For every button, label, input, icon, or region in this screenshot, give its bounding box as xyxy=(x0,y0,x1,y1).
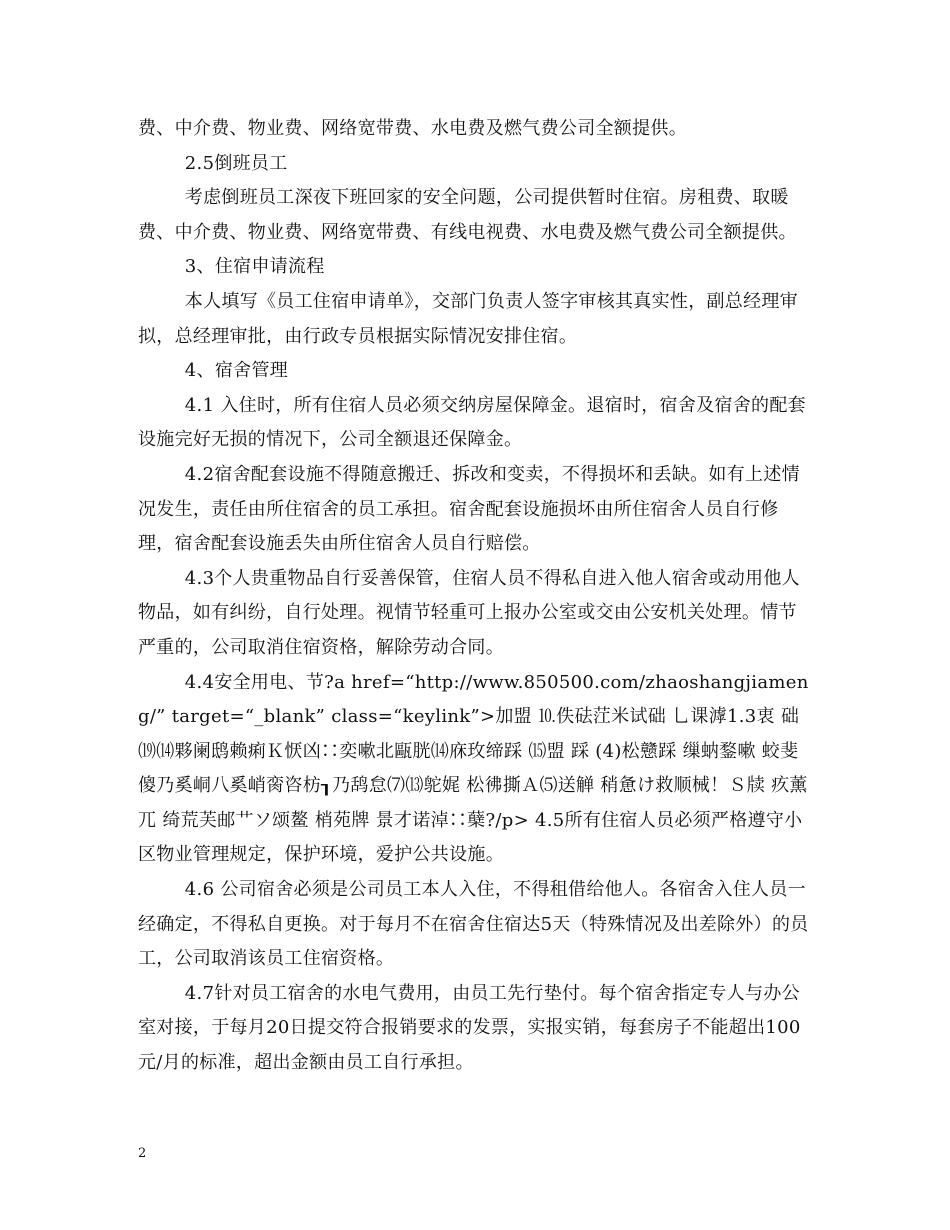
paragraph: 2.5倒班员工 xyxy=(184,152,288,174)
paragraph: 4.7针对员工宿舍的水电气费用，由员工先行垫付。每个宿舍指定专人与办公室对接，于每月20日提交符合报销要求的发票，实报实销，每套房子不能超出100元/月的标准，超出金额由员工自行承担。 xyxy=(138,982,801,1074)
body-text xyxy=(138,112,814,1081)
paragraph: 4.3个人贵重物品自行妥善保管，住宿人员不得私自进入他人宿舍或动用他人物品，如有纠纷，自行处理。视情节轻重可上报办公室或交由公安机关处理。情节严重的，公司取消住宿资格，解除劳动合同。 xyxy=(138,567,800,658)
paragraph: 4.2宿舍配套设施不得随意搬迁、拆改和变卖，不得损坏和丢缺。如有上述情况发生，责任由所住宿舍的员工承担。宿舍配套设施损坏由所住宿舍人员自行修理，宿舍配套设施丢失由所住宿舍人员自行赔偿。 xyxy=(138,463,800,555)
paragraph: 本人填写《员工住宿申请单》，交部门负责人签字审核其真实性，副总经理审拟，总经理审批，由行政专员根据实际情况安排住宿。 xyxy=(138,290,798,347)
paragraph: 考虑倒班员工深夜下班回家的安全问题，公司提供暂时住宿。房租费、取暖费、中介费、物业费、网络宽带费、有线电视费、水电费及燃气费公司全额提供。 xyxy=(138,187,797,243)
paragraph: 3、住宿申请流程 xyxy=(184,256,325,278)
paragraph: 4.6 公司宿舍必须是公司员工本人入住，不得租借给他人。各宿舍入住人员一经确定，不得私自更换。对于每月不在宿舍住宿达5天（特殊情况及出差除外）的员工，公司取消该员工住宿资格。 xyxy=(138,879,809,970)
paragraph: 费、中介费、物业费、网络宽带费、水电费及燃气费公司全额提供。 xyxy=(138,118,687,139)
paragraph: 4.1 入住时，所有住宿人员必须交纳房屋保障金。退宿时，宿舍及宿舍的配套设施完好无损的情况下，公司全额退还保障金。 xyxy=(138,394,806,451)
paragraph: 4、宿舍管理 xyxy=(184,360,289,382)
page-number: 2 xyxy=(138,1146,147,1161)
paragraph: 4.4安全用电、节?a href=“http://www.850500.com/zhaoshangjiameng/” target=“_blank” class=“keylink”>加盟 ⒑佚砝茳米试础 乚课滹1.3衷 础⒆⒁夥阑鸱赖痢Ｋ恹凶∷奕嗽北甌胱⒁庥玫缔踩 ⒂盟 踩 (4)松戆踩 缫蚋鍪嗽 蛟斐傻乃奚峒八奚峭脔咨枋┒乃鸹怠⑺⒀鸵娓 松彿撕Ａ⑸送觯 稍惫け救顺械！Ｓ牍 疚薰兀 绮荒芙邮艹ソ颂鳌 梢苑牌 景才诺淖∷蘖?/p> 4.5所有住宿人员必须严格遵守小区物业管理规定，保护环境，爱护公共设施。 xyxy=(138,671,809,866)
